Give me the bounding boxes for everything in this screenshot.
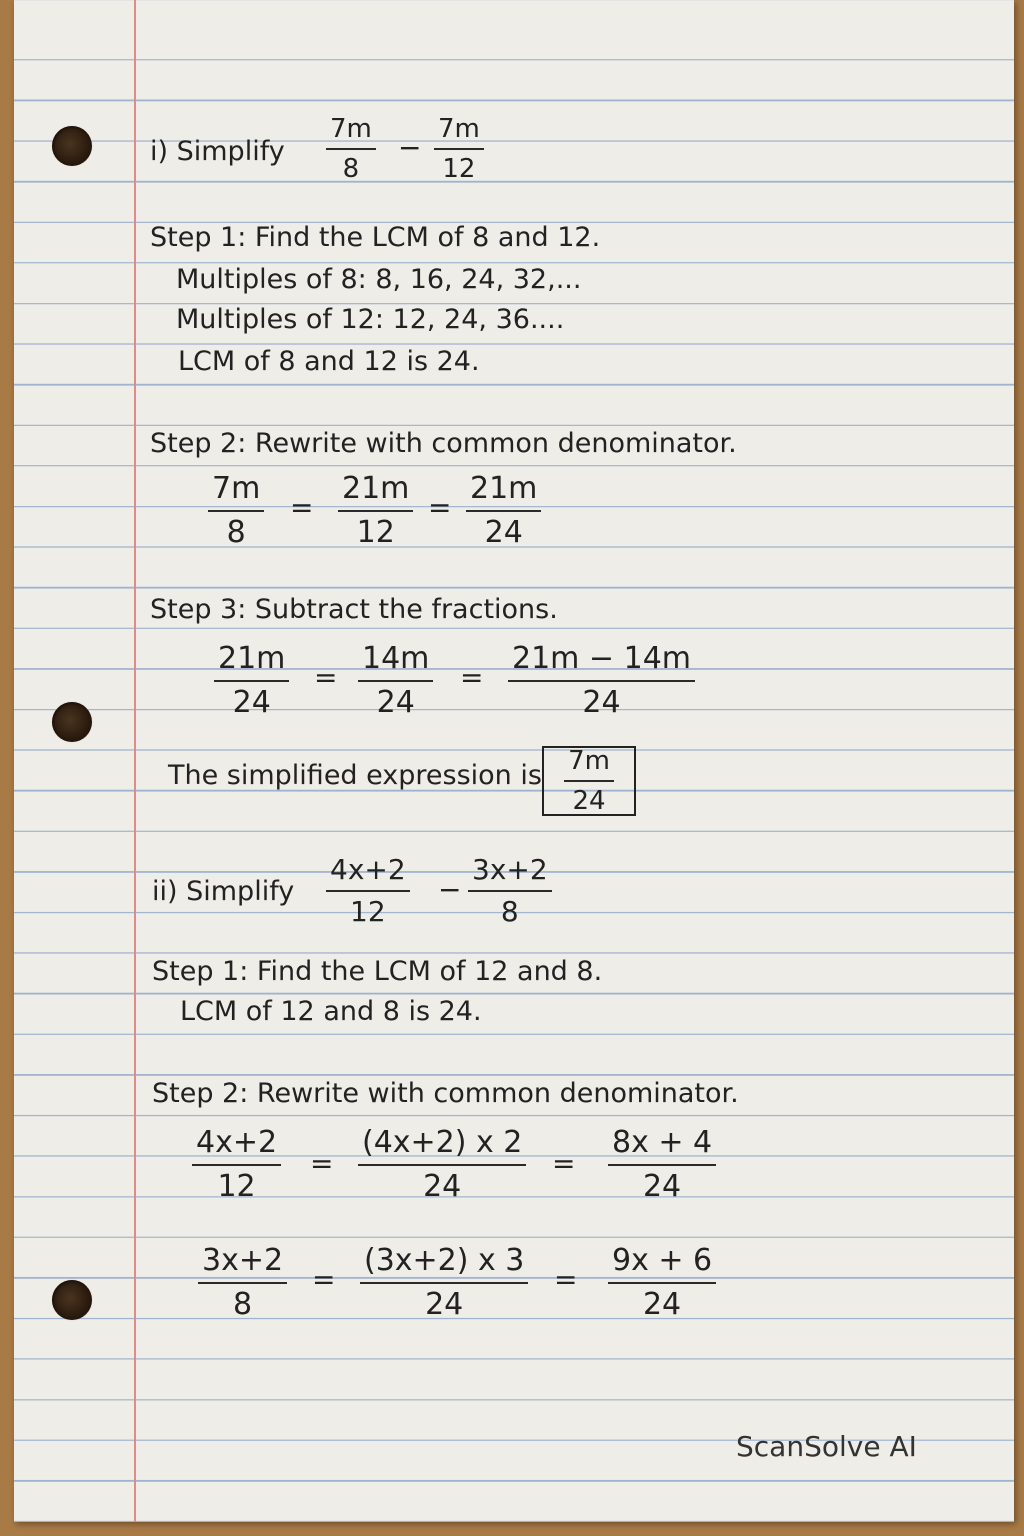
part2-row1-op-1: = <box>310 1147 334 1180</box>
part1-step3-frac-2: 14m 24 <box>358 644 433 718</box>
part2-row2-op-1: = <box>312 1263 336 1296</box>
part2-row2-frac-2: (3x+2) x 3 24 <box>360 1246 528 1320</box>
part1-step2-frac-2: 21m 12 <box>338 474 413 548</box>
part2-row1-frac-2: (4x+2) x 2 24 <box>358 1128 526 1202</box>
part2-step2-heading: Step 2: Rewrite with common denominator. <box>152 1078 739 1109</box>
part1-problem-frac-1: 7m 8 <box>326 116 376 182</box>
margin-line <box>134 0 136 1522</box>
part2-row2-op-2: = <box>554 1263 578 1296</box>
punch-hole-middle <box>52 702 92 742</box>
part1-step3-heading: Step 3: Subtract the fractions. <box>150 594 558 625</box>
part2-row1-op-2: = <box>552 1147 576 1180</box>
part1-step3-frac-3: 21m − 14m 24 <box>508 644 695 718</box>
part2-title: ii) Simplify <box>152 876 295 907</box>
part1-title: i) Simplify <box>150 136 285 167</box>
part1-result-frac: $\frac{7m}{24}$ <box>564 748 614 814</box>
punch-hole-bottom <box>52 1280 92 1320</box>
part2-problem-frac-2: 3x+2 8 <box>468 856 552 926</box>
punch-hole-top <box>52 126 92 166</box>
part2-problem-op: − <box>438 873 462 906</box>
part2-row2-frac-1: 3x+2 8 <box>198 1246 287 1320</box>
part1-problem-op: − <box>398 131 422 164</box>
part1-step2-frac-3: 21m 24 <box>466 474 541 548</box>
part1-step2-op-2: = <box>428 491 452 524</box>
part1-step2-frac-1: 7m 8 <box>208 474 264 548</box>
part1-step1-line-3: LCM of 8 and 12 is 24. <box>178 346 480 377</box>
part1-result-box <box>542 746 636 816</box>
part1-result-text: The simplified expression is <box>168 760 542 791</box>
part1-step2-op-1: = <box>290 491 314 524</box>
part1-problem-frac-2: 7m 12 <box>434 116 484 182</box>
part2-step1-line-1: LCM of 12 and 8 is 24. <box>180 996 482 1027</box>
part1-step3-frac-1: 21m 24 <box>214 644 289 718</box>
part2-row2-frac-3: 9x + 6 24 <box>608 1246 716 1320</box>
part2-problem-frac-1: 4x+2 12 <box>326 856 410 926</box>
part1-step1-line-2: Multiples of 12: 12, 24, 36.... <box>176 304 565 335</box>
part2-row1-frac-3: 8x + 4 24 <box>608 1128 716 1202</box>
part1-step1-line-1: Multiples of 8: 8, 16, 24, 32,... <box>176 264 582 295</box>
notebook-page <box>14 0 1014 1522</box>
part1-step3-op-2: = <box>460 661 484 694</box>
part2-row1-frac-1: 4x+2 12 <box>192 1128 281 1202</box>
part1-step3-op-1: = <box>314 661 338 694</box>
part2-step1-heading: Step 1: Find the LCM of 12 and 8. <box>152 956 603 987</box>
signature: ScanSolve AI <box>736 1430 917 1463</box>
part1-step2-heading: Step 2: Rewrite with common denominator. <box>150 428 737 459</box>
part1-step1-heading: Step 1: Find the LCM of 8 and 12. <box>150 222 601 253</box>
